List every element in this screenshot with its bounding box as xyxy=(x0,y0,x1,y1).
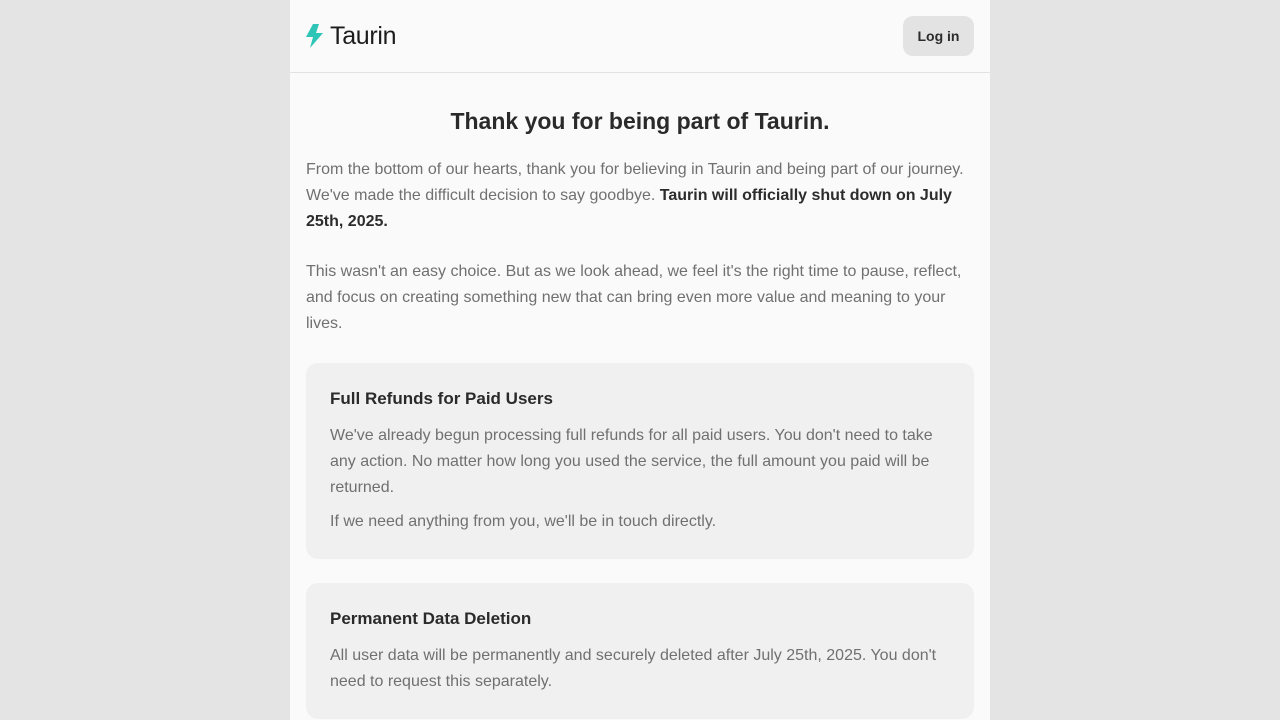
page-title: Thank you for being part of Taurin. xyxy=(450,108,830,134)
intro-text: From the bottom of our hearts, thank you for believing in Taurin and being part of our journey. We've made the difficult decision to say goodbye. xyxy=(306,161,964,204)
data-deletion-card xyxy=(306,583,974,719)
refunds-card xyxy=(306,363,974,559)
card-title: Permanent Data Deletion xyxy=(330,609,532,628)
card-title: Full Refunds for Paid Users xyxy=(330,389,553,408)
second-paragraph: This wasn't an easy choice. But as we look ahead, we feel it's the right time to pause, reflect, and focus on creating something new that can bring even more value and meaning to your lives. xyxy=(306,263,962,332)
intro-paragraph xyxy=(306,157,974,235)
brand-name: Taurin xyxy=(330,21,397,50)
page-container xyxy=(290,0,990,720)
card-text: All user data will be permanently and securely deleted after July 25th, 2025. You don't need to request this separately. xyxy=(330,647,937,690)
card-text: If we need anything from you, we'll be in touch directly. xyxy=(330,513,717,530)
log-in-button[interactable]: Log in xyxy=(903,16,974,56)
card-text: We've already begun processing full refunds for all paid users. You don't need to take any action. No matter how long you used the service, the full amount you paid will be returned. xyxy=(330,427,933,496)
main-content xyxy=(290,107,990,719)
shutdown-date-text: Taurin will officially shut down on July 25th, 2025. xyxy=(306,187,952,230)
lightning-bolt-icon xyxy=(306,24,324,48)
brand-logo[interactable] xyxy=(306,22,396,51)
top-header xyxy=(290,0,990,73)
